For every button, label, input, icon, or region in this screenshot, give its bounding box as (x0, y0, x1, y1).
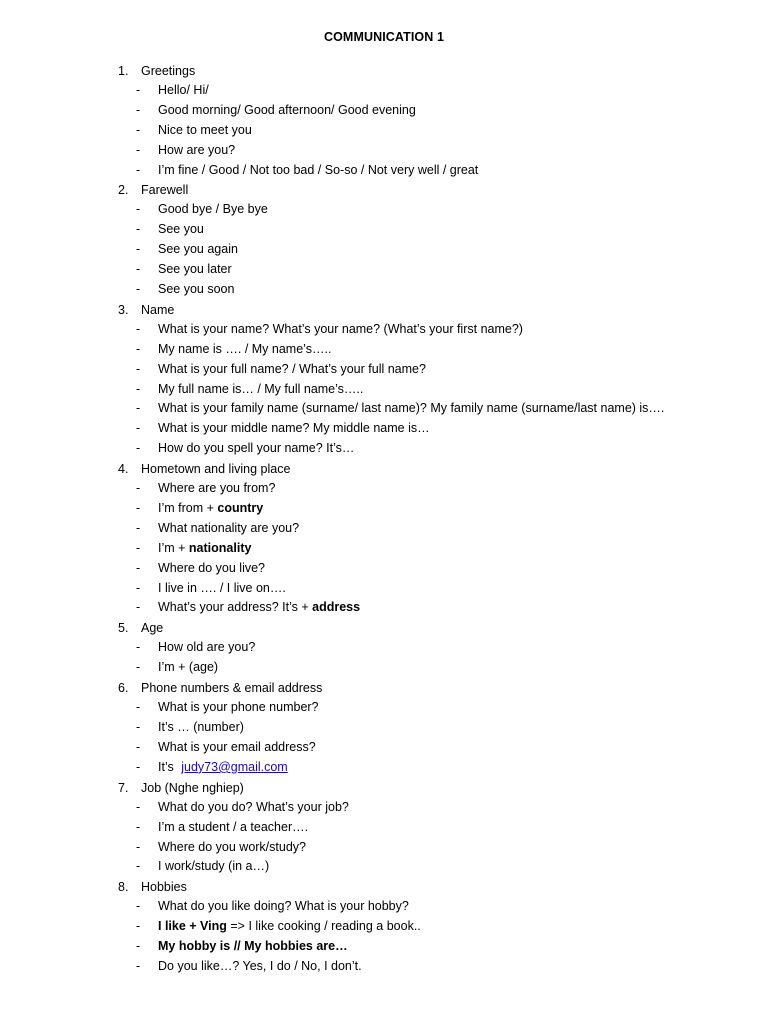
section-number: 5. (118, 621, 129, 636)
list-item (0, 818, 768, 838)
list-item-text (158, 579, 286, 599)
text-run: What is your family name (surname/ last name)? My family name (surname/last name) is…. (158, 401, 665, 416)
section-title: Farewell (141, 183, 189, 198)
list-item-text (158, 121, 252, 141)
dash-bullet: - (136, 819, 141, 834)
dash-bullet: - (136, 222, 141, 237)
list-item-text (158, 917, 421, 937)
text-run: => I like cooking / reading a book.. (226, 919, 421, 934)
list-item (0, 598, 768, 618)
dash-bullet: - (136, 739, 141, 754)
list-item (0, 200, 768, 220)
text-run: What is your name? What’s your name? (What’s your first name?) (158, 321, 523, 336)
dash-bullet: - (136, 839, 141, 854)
dash-bullet: - (136, 720, 141, 735)
text-run: What is your phone number? (158, 700, 319, 715)
dash-bullet: - (136, 919, 141, 934)
dash-bullet: - (136, 799, 141, 814)
section-heading (0, 300, 768, 320)
dash-bullet: - (136, 401, 141, 416)
list-item-text (158, 638, 255, 658)
list-item-text (158, 380, 363, 400)
list-item (0, 579, 768, 599)
text-run: What nationality are you? (158, 520, 300, 535)
dash-bullet: - (136, 859, 141, 874)
dash-bullet: - (136, 501, 141, 516)
list-item-text (158, 240, 238, 260)
dash-bullet: - (136, 759, 141, 774)
dash-bullet: - (136, 441, 141, 456)
dash-bullet: - (136, 640, 141, 655)
text-run: Good morning/ Good afternoon/ Good evening (158, 102, 416, 117)
text-run: Where do you live? (158, 560, 266, 575)
list-item-text (158, 539, 251, 559)
section-heading (0, 877, 768, 897)
list-item-text (158, 838, 306, 858)
text-run: Nice to meet you (158, 122, 252, 137)
text-run: I’m + (158, 540, 189, 555)
text-run: How are you? (158, 142, 236, 157)
section-number: 8. (118, 880, 129, 895)
text-run: Where do you work/study? (158, 839, 306, 854)
list-section (0, 877, 768, 977)
dash-bullet: - (136, 481, 141, 496)
list-item (0, 320, 768, 340)
list-section (0, 459, 768, 618)
section-number: 1. (118, 64, 129, 78)
list-item (0, 121, 768, 141)
section-heading (0, 459, 768, 479)
list-item-text (158, 658, 218, 678)
list-item (0, 758, 768, 778)
dash-bullet: - (136, 540, 141, 555)
list-item (0, 280, 768, 300)
bold-text: country (217, 501, 264, 516)
list-item-text (158, 161, 478, 181)
list-item-text (158, 957, 362, 977)
email-link[interactable]: judy73@gmail.com (181, 759, 288, 774)
text-run: It’s (158, 759, 178, 774)
dash-bullet: - (136, 381, 141, 396)
dash-bullet: - (136, 242, 141, 257)
list-item-text (158, 857, 269, 877)
section-title: Age (141, 621, 164, 636)
section-number: 7. (118, 780, 129, 795)
section-title: Hometown and living place (141, 462, 291, 477)
bold-text: address (312, 600, 361, 615)
dash-bullet: - (136, 282, 141, 297)
list-item (0, 658, 768, 678)
section-title: Name (141, 302, 175, 317)
dash-bullet: - (136, 162, 141, 177)
bold-text: I like + Ving (158, 919, 227, 934)
text-run: Hello/ Hi/ (158, 83, 209, 97)
list-item-text (158, 101, 416, 121)
list-item-text (158, 718, 244, 738)
document-title: COMMUNICATION 1 (323, 30, 444, 44)
dash-bullet: - (136, 361, 141, 376)
list-item-text (158, 220, 204, 240)
list-item-text (158, 320, 523, 340)
list-item-text (158, 479, 275, 499)
text-run: See you soon (158, 282, 235, 297)
text-run: What is your email address? (158, 739, 316, 754)
dash-bullet: - (136, 341, 141, 356)
dash-bullet: - (136, 102, 141, 117)
list-item (0, 380, 768, 400)
section-number: 6. (118, 681, 129, 696)
list-section (0, 61, 768, 180)
section-title: Greetings (141, 64, 196, 78)
list-item (0, 240, 768, 260)
list-item (0, 419, 768, 439)
dash-bullet: - (136, 83, 141, 97)
dash-bullet: - (136, 321, 141, 336)
list-item (0, 638, 768, 658)
dash-bullet: - (136, 899, 141, 914)
list-item-text (158, 758, 288, 778)
list-item (0, 439, 768, 459)
list-item (0, 479, 768, 499)
list-item-text (158, 499, 263, 519)
text-run: I live in …. / I live on…. (158, 580, 286, 595)
list-section (0, 778, 768, 878)
text-run: I work/study (in a…) (158, 859, 270, 874)
list-item (0, 838, 768, 858)
list-item (0, 101, 768, 121)
section-title: Hobbies (141, 880, 187, 895)
section-heading (0, 180, 768, 200)
section-number: 2. (118, 183, 129, 198)
text-run: I’m fine / Good / Not too bad / So-so / Not very well / great (158, 162, 479, 177)
dash-bullet: - (136, 142, 141, 157)
list-item (0, 698, 768, 718)
list-item-text (158, 360, 426, 380)
list-item-text (158, 738, 316, 758)
text-run: I’m + (age) (158, 660, 219, 675)
list-item-text (158, 897, 409, 917)
list-item (0, 798, 768, 818)
section-heading (0, 618, 768, 638)
list-item-text (158, 260, 232, 280)
text-run: What’s your address? It’s + (158, 600, 313, 615)
bold-text: nationality (188, 540, 252, 555)
list-item-text (158, 419, 430, 439)
dash-bullet: - (136, 202, 141, 217)
dash-bullet: - (136, 600, 141, 615)
text-run: Where are you from? (158, 481, 276, 496)
list-section (0, 618, 768, 678)
list-item (0, 559, 768, 579)
list-item-text (158, 937, 348, 957)
list-item (0, 738, 768, 758)
document-body (0, 61, 768, 977)
list-item (0, 857, 768, 877)
text-run: What do you like doing? What is your hobby? (158, 899, 409, 914)
list-item (0, 340, 768, 360)
dash-bullet: - (136, 122, 141, 137)
section-number: 3. (118, 302, 129, 317)
list-item (0, 519, 768, 539)
text-run: How old are you? (158, 640, 256, 655)
list-item-text (158, 81, 209, 101)
dash-bullet: - (136, 262, 141, 277)
list-item-text (158, 399, 664, 419)
list-section (0, 300, 768, 459)
list-item (0, 499, 768, 519)
dash-bullet: - (136, 660, 141, 675)
list-item (0, 937, 768, 957)
list-item-text (158, 818, 308, 838)
list-item (0, 220, 768, 240)
list-item-text (158, 559, 265, 579)
text-run: See you (158, 222, 204, 237)
list-item-text (158, 698, 319, 718)
list-item-text (158, 200, 268, 220)
text-run: How do you spell your name? It’s… (158, 441, 355, 456)
dash-bullet: - (136, 560, 141, 575)
text-run: I’m from + (158, 501, 218, 516)
list-item (0, 81, 768, 101)
text-run: What is your middle name? My middle name is… (158, 421, 430, 436)
dash-bullet: - (136, 958, 141, 973)
list-item (0, 539, 768, 559)
list-item (0, 260, 768, 280)
text-run: My full name is… / My full name’s….. (158, 381, 364, 396)
text-run: What is your full name? / What’s your full name? (158, 361, 426, 376)
list-item (0, 399, 768, 419)
section-title: Phone numbers & email address (141, 681, 323, 696)
text-run: It’s … (number) (158, 720, 244, 735)
section-number: 4. (118, 462, 129, 477)
list-item (0, 161, 768, 181)
bold-text: My hobby is // My hobbies are… (158, 939, 348, 954)
list-section (0, 678, 768, 778)
list-item-text (158, 598, 360, 618)
text-run: See you again (158, 242, 238, 257)
dash-bullet: - (136, 939, 141, 954)
list-item-text (158, 340, 331, 360)
list-item (0, 957, 768, 977)
list-item-text (158, 280, 234, 300)
text-run: See you later (158, 262, 232, 277)
list-item (0, 141, 768, 161)
dash-bullet: - (136, 700, 141, 715)
text-run: Good bye / Bye bye (158, 202, 268, 217)
list-item (0, 360, 768, 380)
list-item-text (158, 439, 354, 459)
text-run: I’m a student / a teacher…. (158, 819, 309, 834)
section-title: Job (Nghe nghiep) (141, 780, 244, 795)
dash-bullet: - (136, 421, 141, 436)
section-heading (0, 61, 768, 81)
list-section (0, 180, 768, 299)
text-run: Do you like…? Yes, I do / No, I don’t. (158, 958, 362, 973)
section-heading (0, 778, 768, 798)
text-run: What do you do? What’s your job? (158, 799, 349, 814)
list-item (0, 897, 768, 917)
dash-bullet: - (136, 520, 141, 535)
list-item-text (158, 519, 299, 539)
section-heading (0, 678, 768, 698)
list-item-text (158, 798, 349, 818)
list-item-text (158, 141, 235, 161)
text-run: My name is …. / My name’s….. (158, 341, 332, 356)
list-item (0, 718, 768, 738)
dash-bullet: - (136, 580, 141, 595)
list-item (0, 917, 768, 937)
